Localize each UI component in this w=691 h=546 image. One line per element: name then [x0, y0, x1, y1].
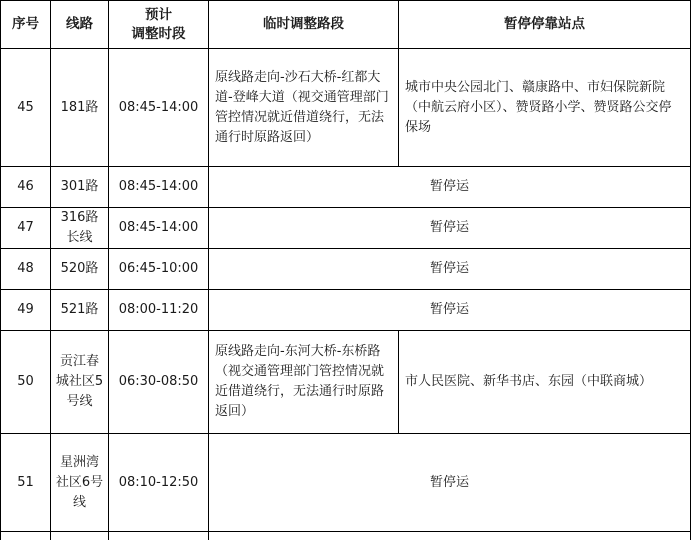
- cell-route: 星洲湾社区6号线: [51, 434, 109, 532]
- table-row: [1, 249, 691, 290]
- table-row: [1, 290, 691, 331]
- table-row: [1, 167, 691, 208]
- table-row: [1, 208, 691, 249]
- cell-route: 521路: [51, 290, 109, 331]
- cell-time: 06:30-08:50: [109, 331, 209, 434]
- table-row: [1, 331, 691, 434]
- cell-stops: 市人民医院、新华书店、东园（中联商城）: [399, 331, 691, 434]
- header-section: 临时调整路段: [209, 1, 399, 49]
- cell-status: 暂停运: [209, 167, 691, 208]
- cell-section: 原线路走向-东河大桥-东桥路（视交通管理部门管控情况就近借道绕行，无法通行时原路返回）: [209, 331, 399, 434]
- cell-seq: 49: [1, 290, 51, 331]
- cell-route: 181路: [51, 49, 109, 167]
- header-route: 线路: [51, 1, 109, 49]
- cell-status: 暂停运: [209, 434, 691, 532]
- table-row: [1, 49, 691, 167]
- header-time-line2: 调整时段: [131, 25, 186, 42]
- cell-time: 08:45-14:00: [109, 167, 209, 208]
- cell-status: 暂停运: [209, 208, 691, 249]
- cell-time: 06:45-10:00: [109, 249, 209, 290]
- header-row: [1, 1, 691, 49]
- cell-route: 301路: [51, 167, 109, 208]
- cell-time: 08:45-14:00: [109, 49, 209, 167]
- cell-time: 08:10-12:50: [109, 434, 209, 532]
- cell-seq: 48: [1, 249, 51, 290]
- cell-seq: 51: [1, 434, 51, 532]
- cell-route: 520路: [51, 249, 109, 290]
- cell-seq: 50: [1, 331, 51, 434]
- cell-time: 08:00-11:20: [109, 290, 209, 331]
- cell-status: 暂停运: [209, 249, 691, 290]
- cell-section: 原线路走向-沙石大桥-红都大道-登峰大道（视交通管理部门管控情况就近借道绕行，无法通行时原路返回）: [209, 49, 399, 167]
- table-row-partial: [1, 532, 691, 541]
- cell-route: 贡江春城社区5号线: [51, 331, 109, 434]
- header-stops: 暂停停靠站点: [399, 1, 691, 49]
- header-time-line1: 预计: [145, 6, 172, 23]
- cell-status: 暂停运: [209, 290, 691, 331]
- cell-route: 316路长线: [51, 208, 109, 249]
- cell-seq: 45: [1, 49, 51, 167]
- cell-stops: 城市中央公园北门、赣康路中、市妇保院新院（中航云府小区）、赞贤路小学、赞贤路公交停保场: [399, 49, 691, 167]
- header-seq: 序号: [1, 1, 51, 49]
- cell-time: 08:45-14:00: [109, 208, 209, 249]
- cell-seq: 46: [1, 167, 51, 208]
- cell-seq: 47: [1, 208, 51, 249]
- header-time: [109, 1, 209, 49]
- table-row: [1, 434, 691, 532]
